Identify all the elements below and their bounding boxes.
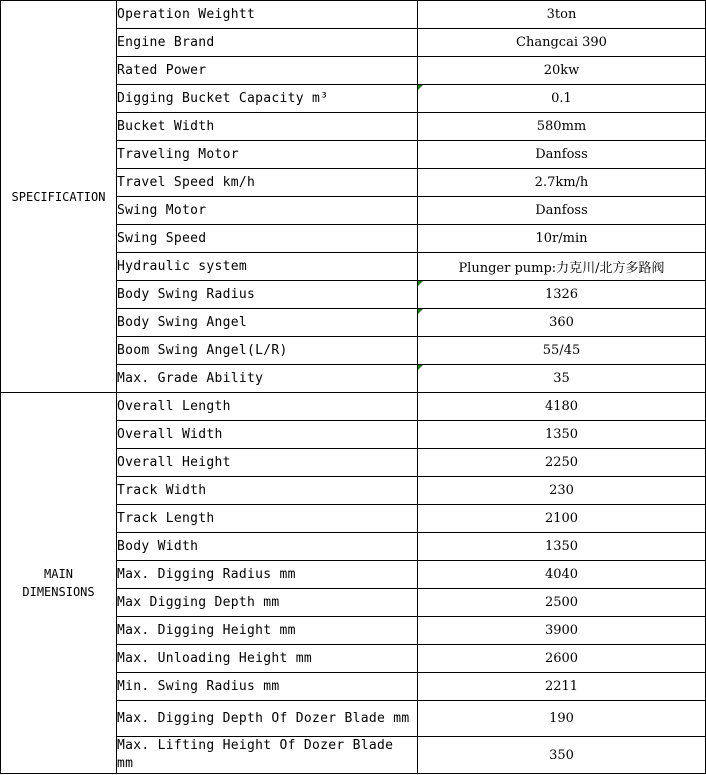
row-label: Max. Lifting Height Of Dozer Blade mm	[117, 737, 418, 774]
group-cell-specification	[1, 1, 117, 393]
row-label: Boom Swing Angel(L/R)	[117, 337, 418, 365]
row-value: 580mm	[418, 113, 706, 141]
row-label: Body Swing Angel	[117, 309, 418, 337]
row-label: Swing Speed	[117, 225, 418, 253]
row-label: Max Digging Depth mm	[117, 589, 418, 617]
row-value: 10r/min	[418, 225, 706, 253]
row-label: Hydraulic system	[117, 253, 418, 281]
row-label: Traveling Motor	[117, 141, 418, 169]
comment-marker-icon	[418, 281, 423, 286]
row-value: 2600	[418, 645, 706, 673]
row-value: 4180	[418, 393, 706, 421]
row-value-text: 360	[549, 315, 574, 330]
row-value-with-comment	[418, 365, 706, 393]
comment-marker-icon	[418, 365, 423, 370]
row-label: Bucket Width	[117, 113, 418, 141]
group-label-main: MAIN	[44, 567, 73, 581]
comment-marker-icon	[418, 85, 423, 90]
row-value: Danfoss	[418, 141, 706, 169]
row-label: Track Length	[117, 505, 418, 533]
row-label: Max. Grade Ability	[117, 365, 418, 393]
row-value-text: 1326	[544, 287, 579, 302]
row-label: Min. Swing Radius mm	[117, 673, 418, 701]
group-cell-main-dimensions	[1, 393, 117, 774]
table-row	[1, 1, 706, 29]
row-value: 190	[418, 701, 706, 737]
row-label: Swing Motor	[117, 197, 418, 225]
row-value: Changcai 390	[418, 29, 706, 57]
row-label: Max. Unloading Height mm	[117, 645, 418, 673]
row-label: Max. Digging Depth Of Dozer Blade mm	[117, 701, 418, 737]
row-value: 1350	[418, 533, 706, 561]
row-value-with-comment	[418, 281, 706, 309]
row-label: Engine Brand	[117, 29, 418, 57]
row-value: 3900	[418, 617, 706, 645]
row-value: 1350	[418, 421, 706, 449]
row-label: Body Width	[117, 533, 418, 561]
row-value: 230	[418, 477, 706, 505]
group-label-specification: SPECIFICATION	[11, 189, 106, 204]
row-label: Max. Digging Radius mm	[117, 561, 418, 589]
table-row	[1, 393, 706, 421]
row-label: Travel Speed km/h	[117, 169, 418, 197]
row-value-with-comment	[418, 309, 706, 337]
row-label: Rated Power	[117, 57, 418, 85]
row-value: 4040	[418, 561, 706, 589]
row-value-with-comment	[418, 85, 706, 113]
row-label: Digging Bucket Capacity m³	[117, 85, 418, 113]
row-value: 2211	[418, 673, 706, 701]
group-label-dimensions: DIMENSIONS	[22, 585, 95, 599]
row-value: Plunger pump:力克川/北方多路阀	[418, 253, 706, 281]
row-label: Overall Height	[117, 449, 418, 477]
row-value: 20kw	[418, 57, 706, 85]
row-label: Overall Length	[117, 393, 418, 421]
row-value: 350	[418, 737, 706, 774]
row-label: Track Width	[117, 477, 418, 505]
comment-marker-icon	[418, 309, 423, 314]
row-label: Overall Width	[117, 421, 418, 449]
row-value: 2250	[418, 449, 706, 477]
row-label: Body Swing Radius	[117, 281, 418, 309]
row-value: Danfoss	[418, 197, 706, 225]
row-value-text: 0.1	[551, 91, 572, 106]
row-value-text: 35	[553, 371, 570, 386]
row-label: Max. Digging Height mm	[117, 617, 418, 645]
row-value: 3ton	[418, 1, 706, 29]
row-value: 55/45	[418, 337, 706, 365]
row-value: 2100	[418, 505, 706, 533]
row-value: 2500	[418, 589, 706, 617]
row-value: 2.7km/h	[418, 169, 706, 197]
row-label: Operation Weightt	[117, 1, 418, 29]
